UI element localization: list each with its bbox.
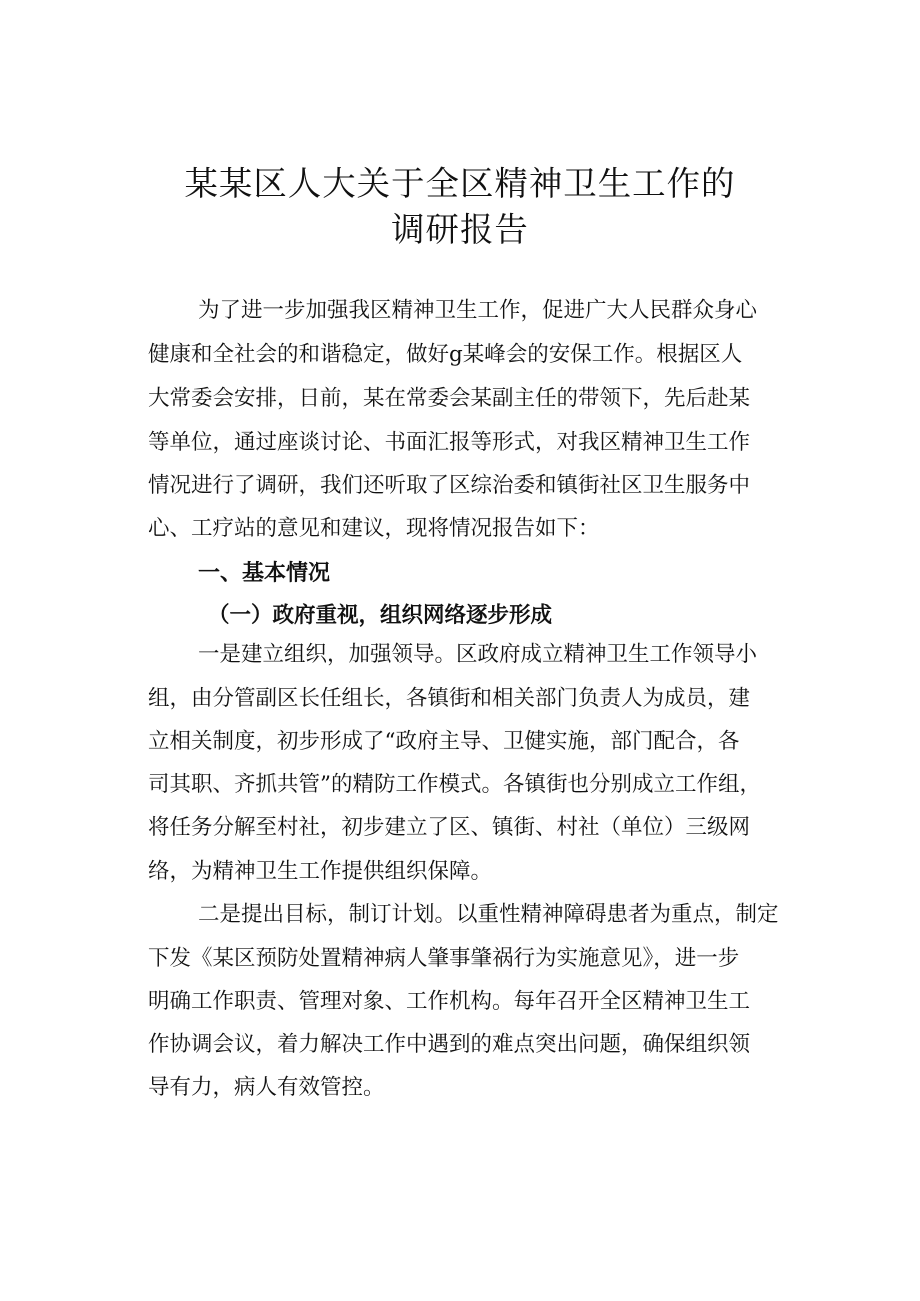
paragraph-line: 下发《某区预防处置精神病人肇事肇祸行为实施意见》，进一步 (148, 946, 740, 971)
document-title-line-2: 调研报告 (391, 210, 529, 249)
intro-line: 心、工疗站的意见和建议，现将情况报告如下： (148, 516, 600, 541)
paragraph-line: 导有力，病人有效管控。 (148, 1075, 385, 1100)
intro-line: 等单位，通过座谈讨论、书面汇报等形式，对我区精神卫生工作 (148, 430, 751, 455)
section-heading: 一、基本情况 (198, 561, 331, 586)
paragraph-line: 组，由分管副区长任组长，各镇街和相关部门负责人为成员，建 (148, 686, 751, 711)
document-title-line-1: 某某区人大关于全区精神卫生工作的 (184, 164, 736, 203)
paragraph-line: 将任务分解至村社，初步建立了区、镇街、村社（单位）三级网 (148, 815, 751, 840)
paragraph-line: 作协调会议，着力解决工作中遇到的难点突出问题，确保组织领 (148, 1032, 751, 1057)
intro-line: 为了进一步加强我区精神卫生工作，促进广大人民群众身心 (198, 298, 758, 323)
paragraph-line: 二是提出目标，制订计划。以重性精神障碍患者为重点，制定 (198, 902, 779, 927)
intro-line: 情况进行了调研，我们还听取了区综治委和镇街社区卫生服务中 (148, 473, 751, 498)
intro-line: 健康和全社会的和谐稳定，做好g某峰会的安保工作。根据区人 (148, 342, 743, 367)
paragraph-line: 一是建立组织，加强领导。区政府成立精神卫生工作领导小 (198, 642, 758, 667)
intro-line: 大常委会安排，日前，某在常委会某副主任的带领下，先后赴某 (148, 386, 751, 411)
paragraph-line: 明确工作职责、管理对象、工作机构。每年召开全区精神卫生工 (148, 989, 751, 1014)
paragraph-line: 络，为精神卫生工作提供组织保障。 (148, 859, 493, 884)
paragraph-line: 司其职、齐抓共管”的精防工作模式。各镇街也分别成立工作组， (148, 772, 761, 797)
subsection-heading: （一）政府重视，组织网络逐步形成 (208, 603, 553, 628)
paragraph-line: 立相关制度，初步形成了“政府主导、卫健实施，部门配合，各 (148, 729, 740, 754)
